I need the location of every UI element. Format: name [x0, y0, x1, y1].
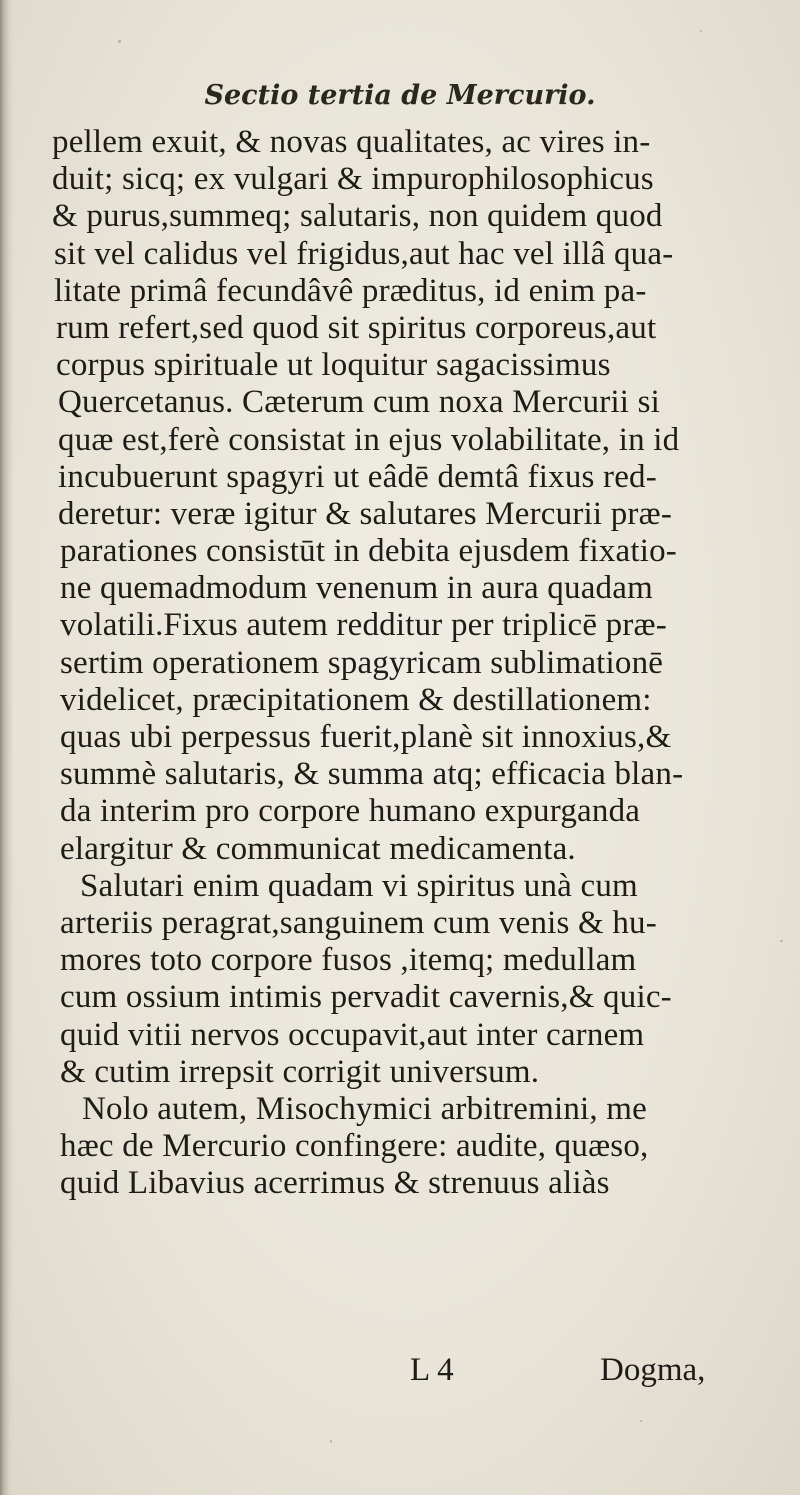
text-line: hæc de Mercurio confingere: audite, quæso,: [60, 1128, 649, 1165]
text-line: elargitur & communicat medicamenta.: [60, 830, 576, 867]
text-line: sertim operationem spagyricam sublimationē: [60, 644, 664, 681]
text-line: & purus,summeq; salutaris, non quidem quod: [52, 198, 663, 235]
text-block: [52, 124, 794, 1202]
text-line: quas ubi perpessus fuerit,planè sit innoxius,&: [60, 719, 672, 755]
text-line: da interim pro corpore humano expurganda: [60, 793, 641, 830]
text-line: Nolo autem, Misochymici arbitremini, me: [82, 1090, 648, 1127]
text-line: videlicet, præcipitationem & destillationem:: [60, 681, 652, 718]
text-line: & cutim irrepsit corrigit universum.: [60, 1053, 540, 1090]
text-line: incubuerunt spagyri ut eâdē demtâ fixus red-: [58, 458, 657, 495]
catchword: Dogma,: [600, 1352, 706, 1388]
text-line: rum refert,sed quod sit spiritus corporeus,aut: [56, 309, 657, 346]
text-line: summè salutaris, & summa atq; efficacia blan-: [60, 756, 684, 793]
page-edge: [0, 0, 14, 1495]
paper-speck: [700, 30, 702, 32]
text-line: quid vitii nervos occupavit,aut inter carnem: [60, 1016, 645, 1053]
text-line: duit; sicq; ex vulgari & impurophilosophicus: [52, 161, 654, 198]
text-line: quid Libavius acerrimus & strenuus aliàs: [60, 1165, 610, 1202]
text-line: Quercetanus. Cæterum cum noxa Mercurii si: [58, 384, 661, 421]
text-line: cum ossium intimis pervadit cavernis,& quic-: [60, 979, 672, 1016]
running-head: Sectio tertia de Mercurio.: [204, 80, 596, 111]
text-line: parationes consistūt in debita ejusdem fixatio-: [60, 533, 677, 570]
text-line: corpus spirituale ut loquitur sagacissimus: [56, 347, 611, 384]
text-line: pellem exuit, & novas qualitates, ac vires in-: [52, 124, 651, 160]
text-line: arteriis peragrat,sanguinem cum venis & hu-: [60, 904, 657, 941]
paper-speck: [330, 1440, 332, 1443]
paper-speck: [118, 40, 121, 43]
text-line: deretur: veræ igitur & salutares Mercurii præ-: [58, 495, 673, 532]
paper-speck: [640, 1420, 642, 1422]
signature-mark: L 4: [410, 1352, 454, 1388]
text-line: volatili.Fixus autem redditur per triplicē præ-: [60, 607, 667, 644]
paper-speck: [780, 940, 783, 942]
text-line: Salutari enim quadam vi spiritus unà cum: [80, 867, 638, 904]
text-line: sit vel calidus vel frigidus,aut hac vel illâ qua-: [54, 235, 674, 272]
text-line: mores toto corpore fusos ,itemq; medullam: [60, 942, 637, 979]
text-line: litate primâ fecundâvê præditus, id enim pa-: [54, 272, 647, 309]
text-line: ne quemadmodum venenum in aura quadam: [60, 570, 653, 607]
text-line: quæ est,ferè consistat in ejus volabilitate, in id: [58, 421, 680, 458]
